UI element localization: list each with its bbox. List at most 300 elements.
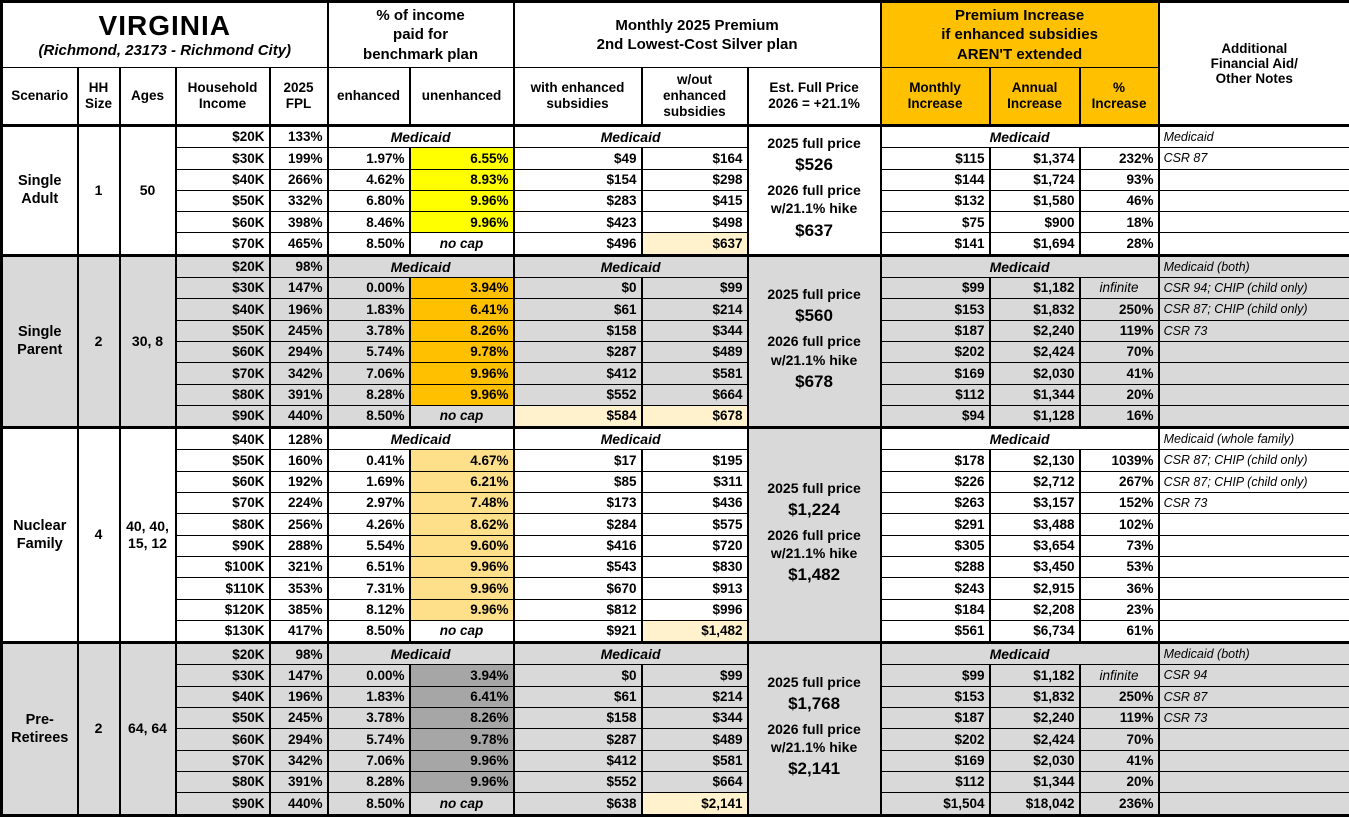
fpl-cell: 245% <box>270 708 328 729</box>
notes-cell <box>1159 405 1349 427</box>
without-subsidy-premium-cell: $298 <box>642 169 748 190</box>
monthly-increase-cell: $99 <box>881 665 990 686</box>
with-subsidy-premium-cell: $61 <box>514 299 642 320</box>
without-subsidy-premium-cell: $664 <box>642 771 748 792</box>
col-header-label: Monthly Increase <box>902 80 968 112</box>
col-header-label: Scenario <box>3 88 77 104</box>
enhanced-pct-cell: 3.78% <box>328 708 410 729</box>
enhanced-pct-cell: 7.06% <box>328 363 410 384</box>
monthly-increase-cell: $187 <box>881 708 990 729</box>
notes-cell <box>1159 793 1349 815</box>
monthly-increase-cell: $291 <box>881 514 990 535</box>
notes-cell <box>1159 363 1349 384</box>
annual-increase-cell: $1,344 <box>990 771 1080 792</box>
medicaid-merged-cell: Medicaid <box>881 428 1159 450</box>
col-header-label: 2025 FPL <box>271 80 327 112</box>
annual-increase-cell: $18,042 <box>990 793 1080 815</box>
notes-cell <box>1159 169 1349 190</box>
annual-increase-cell: $2,030 <box>990 750 1080 771</box>
col-header-label: Annual Increase <box>1004 80 1066 112</box>
table-row <box>2 320 1349 341</box>
with-subsidy-premium-cell: $61 <box>514 686 642 707</box>
unenhanced-pct-cell: 9.96% <box>410 750 514 771</box>
notes-cell <box>1159 233 1349 255</box>
notes-cell <box>1159 384 1349 405</box>
col-header-monthly-increase <box>881 68 990 126</box>
pct-increase-cell: 232% <box>1080 148 1159 169</box>
medicaid-merged-cell: Medicaid <box>514 428 748 450</box>
unenhanced-pct-cell: 9.96% <box>410 599 514 620</box>
income-cell: $70K <box>176 750 270 771</box>
pct-increase-cell: 119% <box>1080 320 1159 341</box>
monthly-increase-cell: $115 <box>881 148 990 169</box>
full-price-line: 2026 full price <box>749 181 880 199</box>
income-cell: $70K <box>176 233 270 255</box>
annual-increase-cell: $2,424 <box>990 729 1080 750</box>
with-subsidy-premium-cell: $0 <box>514 278 642 299</box>
notes-cell: CSR 94 <box>1159 665 1349 686</box>
with-subsidy-premium-cell: $423 <box>514 212 642 233</box>
hh-size-cell: 1 <box>78 126 120 256</box>
unenhanced-pct-cell: 6.41% <box>410 686 514 707</box>
without-subsidy-premium-cell: $913 <box>642 578 748 599</box>
fpl-cell: 98% <box>270 643 328 665</box>
income-cell: $100K <box>176 556 270 577</box>
header-line: AREN'T extended <box>882 45 1158 65</box>
annual-increase-cell: $1,128 <box>990 405 1080 427</box>
header-line: 2nd Lowest-Cost Silver plan <box>515 35 880 55</box>
col-header-enhanced <box>328 68 410 126</box>
notes-cell <box>1159 341 1349 362</box>
enhanced-pct-cell: 6.51% <box>328 556 410 577</box>
annual-increase-cell: $900 <box>990 212 1080 233</box>
unenhanced-pct-cell: 9.96% <box>410 212 514 233</box>
medicaid-merged-cell: Medicaid <box>328 126 514 148</box>
col-header-label: 2026 = +21.1% <box>762 96 866 112</box>
enhanced-pct-cell: 5.74% <box>328 729 410 750</box>
pct-increase-cell: 36% <box>1080 578 1159 599</box>
medicaid-merged-cell: Medicaid <box>328 428 514 450</box>
table-row <box>2 190 1349 211</box>
income-pct-group-header <box>328 2 514 68</box>
fpl-cell: 196% <box>270 686 328 707</box>
notes-cell: CSR 87; CHIP (child only) <box>1159 471 1349 492</box>
scenario-name: Single Parent <box>2 255 78 427</box>
pct-increase-cell: 18% <box>1080 212 1159 233</box>
with-subsidy-premium-cell: $0 <box>514 665 642 686</box>
full-price-line: 2025 full price <box>749 285 880 303</box>
table-row <box>2 363 1349 384</box>
medicaid-merged-cell: Medicaid <box>881 126 1159 148</box>
full-price-line: 2025 full price <box>749 134 880 152</box>
monthly-increase-cell: $184 <box>881 599 990 620</box>
with-subsidy-premium-cell: $287 <box>514 729 642 750</box>
monthly-increase-cell: $153 <box>881 299 990 320</box>
scenario-name: Single Adult <box>2 126 78 256</box>
fpl-cell: 98% <box>270 255 328 277</box>
annual-increase-cell: $1,374 <box>990 148 1080 169</box>
income-cell: $120K <box>176 599 270 620</box>
notes-cell <box>1159 729 1349 750</box>
col-header-scenario <box>2 68 78 126</box>
ages-cell: 40, 40, 15, 12 <box>120 428 176 643</box>
with-subsidy-premium-cell: $552 <box>514 384 642 405</box>
annual-increase-cell: $1,182 <box>990 665 1080 686</box>
with-subsidy-premium-cell: $412 <box>514 750 642 771</box>
income-cell: $20K <box>176 643 270 665</box>
table-body <box>2 126 1349 816</box>
monthly-increase-cell: $202 <box>881 341 990 362</box>
col-header-label: Ages <box>121 88 175 104</box>
pct-increase-cell: 46% <box>1080 190 1159 211</box>
notes-group-header <box>1159 2 1349 126</box>
monthly-increase-cell: $144 <box>881 169 990 190</box>
header-line: % of income <box>329 6 513 26</box>
fpl-cell: 256% <box>270 514 328 535</box>
col-header-pct-increase <box>1080 68 1159 126</box>
hh-size-cell: 4 <box>78 428 120 643</box>
income-cell: $20K <box>176 126 270 148</box>
pct-increase-cell: 70% <box>1080 729 1159 750</box>
table-row <box>2 450 1349 471</box>
without-subsidy-premium-cell: $415 <box>642 190 748 211</box>
medicaid-merged-cell: Medicaid <box>514 643 748 665</box>
pct-increase-cell: 53% <box>1080 556 1159 577</box>
ages-cell: 64, 64 <box>120 643 176 815</box>
notes-cell: CSR 73 <box>1159 320 1349 341</box>
annual-increase-cell: $2,424 <box>990 341 1080 362</box>
without-subsidy-premium-cell: $489 <box>642 341 748 362</box>
without-subsidy-premium-cell: $311 <box>642 471 748 492</box>
unenhanced-pct-cell: 8.26% <box>410 320 514 341</box>
full-price-line: $526 <box>749 154 880 177</box>
with-subsidy-premium-cell: $496 <box>514 233 642 255</box>
unenhanced-pct-cell: 7.48% <box>410 493 514 514</box>
notes-cell: CSR 73 <box>1159 708 1349 729</box>
medicaid-merged-cell: Medicaid <box>881 643 1159 665</box>
unenhanced-pct-cell: 9.96% <box>410 771 514 792</box>
table-row <box>2 750 1349 771</box>
fpl-cell: 398% <box>270 212 328 233</box>
full-price-line: $560 <box>749 305 880 328</box>
table-row <box>2 599 1349 620</box>
col-header-unenhanced <box>410 68 514 126</box>
col-header-label: with enhanced subsidies <box>515 80 641 112</box>
unenhanced-pct-cell: no cap <box>410 233 514 255</box>
income-cell: $80K <box>176 384 270 405</box>
monthly-increase-cell: $112 <box>881 771 990 792</box>
enhanced-pct-cell: 1.69% <box>328 471 410 492</box>
income-cell: $110K <box>176 578 270 599</box>
without-subsidy-premium-cell: $498 <box>642 212 748 233</box>
col-header-annual-increase <box>990 68 1080 126</box>
pct-increase-cell: 152% <box>1080 493 1159 514</box>
full-price-line: $678 <box>749 371 880 394</box>
pct-increase-cell: 41% <box>1080 363 1159 384</box>
without-subsidy-premium-cell: $720 <box>642 535 748 556</box>
annual-increase-cell: $2,240 <box>990 708 1080 729</box>
with-subsidy-premium-cell: $287 <box>514 341 642 362</box>
table-row <box>2 620 1349 642</box>
income-cell: $30K <box>176 278 270 299</box>
fpl-cell: 342% <box>270 363 328 384</box>
notes-cell: CSR 73 <box>1159 493 1349 514</box>
with-subsidy-premium-cell: $416 <box>514 535 642 556</box>
medicaid-merged-cell: Medicaid <box>881 255 1159 277</box>
table-row <box>2 384 1349 405</box>
unenhanced-pct-cell: 4.67% <box>410 450 514 471</box>
fpl-cell: 288% <box>270 535 328 556</box>
income-cell: $80K <box>176 771 270 792</box>
income-cell: $30K <box>176 665 270 686</box>
annual-increase-cell: $1,344 <box>990 384 1080 405</box>
table-row <box>2 729 1349 750</box>
fpl-cell: 224% <box>270 493 328 514</box>
fpl-cell: 196% <box>270 299 328 320</box>
col-header-label: w/out enhanced subsidies <box>659 72 731 121</box>
income-cell: $90K <box>176 405 270 427</box>
full-price-cell <box>748 643 881 815</box>
income-cell: $50K <box>176 450 270 471</box>
monthly-increase-cell: $202 <box>881 729 990 750</box>
full-price-line: $1,224 <box>749 499 880 522</box>
hh-size-cell: 2 <box>78 255 120 427</box>
col-header-label: enhanced <box>329 88 409 104</box>
notes-cell <box>1159 599 1349 620</box>
fpl-cell: 391% <box>270 771 328 792</box>
unenhanced-pct-cell: 9.96% <box>410 363 514 384</box>
income-cell: $30K <box>176 148 270 169</box>
fpl-cell: 391% <box>270 384 328 405</box>
enhanced-pct-cell: 8.28% <box>328 771 410 792</box>
notes-cell: Medicaid <box>1159 126 1349 148</box>
col-header-full-price <box>748 68 881 126</box>
table-row <box>2 233 1349 255</box>
header-line: Financial Aid/ <box>1160 56 1349 71</box>
pct-increase-cell: 119% <box>1080 708 1159 729</box>
table-row <box>2 471 1349 492</box>
fpl-cell: 128% <box>270 428 328 450</box>
fpl-cell: 417% <box>270 620 328 642</box>
without-subsidy-premium-cell: $2,141 <box>642 793 748 815</box>
notes-cell <box>1159 750 1349 771</box>
fpl-cell: 332% <box>270 190 328 211</box>
hh-size-cell: 2 <box>78 643 120 815</box>
fpl-cell: 147% <box>270 278 328 299</box>
unenhanced-pct-cell: 8.93% <box>410 169 514 190</box>
full-price-line: 2026 full price <box>749 526 880 544</box>
full-price-line: 2025 full price <box>749 479 880 497</box>
fpl-cell: 133% <box>270 126 328 148</box>
header-line: Other Notes <box>1160 71 1349 86</box>
full-price-line: 2026 full price <box>749 720 880 738</box>
monthly-increase-cell: $561 <box>881 620 990 642</box>
monthly-increase-cell: $288 <box>881 556 990 577</box>
col-header-income <box>176 68 270 126</box>
unenhanced-pct-cell: 6.21% <box>410 471 514 492</box>
unenhanced-pct-cell: 9.60% <box>410 535 514 556</box>
annual-increase-cell: $2,030 <box>990 363 1080 384</box>
table-row <box>2 771 1349 792</box>
pct-increase-cell: 61% <box>1080 620 1159 642</box>
full-price-line: $1,768 <box>749 693 880 716</box>
monthly-increase-cell: $169 <box>881 750 990 771</box>
table-row <box>2 255 1349 277</box>
pct-increase-cell: 102% <box>1080 514 1159 535</box>
notes-cell <box>1159 212 1349 233</box>
col-header-label: % Increase <box>1089 80 1149 112</box>
unenhanced-pct-cell: no cap <box>410 793 514 815</box>
header-line: if enhanced subsidies <box>882 25 1158 45</box>
pct-increase-cell: 41% <box>1080 750 1159 771</box>
col-header-hh-size <box>78 68 120 126</box>
without-subsidy-premium-cell: $164 <box>642 148 748 169</box>
income-cell: $60K <box>176 212 270 233</box>
without-subsidy-premium-cell: $996 <box>642 599 748 620</box>
page-subtitle: (Richmond, 23173 - Richmond City) <box>3 42 327 60</box>
fpl-cell: 353% <box>270 578 328 599</box>
header-line: benchmark plan <box>329 45 513 65</box>
unenhanced-pct-cell: 9.96% <box>410 578 514 599</box>
with-subsidy-premium-cell: $812 <box>514 599 642 620</box>
annual-increase-cell: $2,915 <box>990 578 1080 599</box>
monthly-increase-cell: $263 <box>881 493 990 514</box>
income-cell: $40K <box>176 299 270 320</box>
unenhanced-pct-cell: 9.96% <box>410 190 514 211</box>
without-subsidy-premium-cell: $344 <box>642 320 748 341</box>
with-subsidy-premium-cell: $638 <box>514 793 642 815</box>
notes-cell: CSR 87; CHIP (child only) <box>1159 450 1349 471</box>
enhanced-pct-cell: 0.00% <box>328 665 410 686</box>
enhanced-pct-cell: 7.06% <box>328 750 410 771</box>
unenhanced-pct-cell: 3.94% <box>410 665 514 686</box>
notes-cell: CSR 87; CHIP (child only) <box>1159 299 1349 320</box>
without-subsidy-premium-cell: $581 <box>642 750 748 771</box>
annual-increase-cell: $1,832 <box>990 686 1080 707</box>
without-subsidy-premium-cell: $830 <box>642 556 748 577</box>
full-price-cell <box>748 428 881 643</box>
without-subsidy-premium-cell: $99 <box>642 278 748 299</box>
enhanced-pct-cell: 1.97% <box>328 148 410 169</box>
table-row <box>2 169 1349 190</box>
pct-increase-cell: 23% <box>1080 599 1159 620</box>
without-subsidy-premium-cell: $678 <box>642 405 748 427</box>
fpl-cell: 160% <box>270 450 328 471</box>
annual-increase-cell: $1,832 <box>990 299 1080 320</box>
enhanced-pct-cell: 2.97% <box>328 493 410 514</box>
unenhanced-pct-cell: 3.94% <box>410 278 514 299</box>
income-cell: $90K <box>176 535 270 556</box>
increase-group-header <box>881 2 1159 68</box>
monthly-increase-cell: $305 <box>881 535 990 556</box>
enhanced-pct-cell: 8.12% <box>328 599 410 620</box>
monthly-increase-cell: $94 <box>881 405 990 427</box>
annual-increase-cell: $3,157 <box>990 493 1080 514</box>
medicaid-merged-cell: Medicaid <box>514 126 748 148</box>
scenario-name: Pre-Retirees <box>2 643 78 815</box>
pct-increase-cell: 250% <box>1080 686 1159 707</box>
pct-increase-cell: 267% <box>1080 471 1159 492</box>
header-line: Additional <box>1160 41 1349 56</box>
table-row <box>2 793 1349 815</box>
pct-increase-cell: 236% <box>1080 793 1159 815</box>
col-header-label: Household Income <box>177 80 269 112</box>
income-cell: $60K <box>176 729 270 750</box>
fpl-cell: 440% <box>270 793 328 815</box>
col-header-label: Est. Full Price <box>762 80 866 96</box>
table-row <box>2 665 1349 686</box>
enhanced-pct-cell: 0.41% <box>328 450 410 471</box>
monthly-increase-cell: $187 <box>881 320 990 341</box>
fpl-cell: 192% <box>270 471 328 492</box>
with-subsidy-premium-cell: $284 <box>514 514 642 535</box>
enhanced-pct-cell: 4.62% <box>328 169 410 190</box>
notes-cell <box>1159 771 1349 792</box>
title-block <box>2 2 328 68</box>
enhanced-pct-cell: 8.28% <box>328 384 410 405</box>
fpl-cell: 385% <box>270 599 328 620</box>
col-header-without-subsidies <box>642 68 748 126</box>
income-cell: $20K <box>176 255 270 277</box>
annual-increase-cell: $2,712 <box>990 471 1080 492</box>
annual-increase-cell: $1,580 <box>990 190 1080 211</box>
without-subsidy-premium-cell: $436 <box>642 493 748 514</box>
pct-increase-cell: 16% <box>1080 405 1159 427</box>
annual-increase-cell: $2,130 <box>990 450 1080 471</box>
unenhanced-pct-cell: 8.62% <box>410 514 514 535</box>
notes-cell <box>1159 535 1349 556</box>
table-row <box>2 212 1349 233</box>
without-subsidy-premium-cell: $214 <box>642 299 748 320</box>
full-price-line: $637 <box>749 220 880 243</box>
income-cell: $40K <box>176 169 270 190</box>
monthly-increase-cell: $75 <box>881 212 990 233</box>
full-price-line: 2026 full price <box>749 332 880 350</box>
fpl-cell: 294% <box>270 729 328 750</box>
monthly-increase-cell: $243 <box>881 578 990 599</box>
col-header-label: unenhanced <box>411 88 513 104</box>
monthly-increase-cell: $169 <box>881 363 990 384</box>
without-subsidy-premium-cell: $637 <box>642 233 748 255</box>
col-header-with-subsidies <box>514 68 642 126</box>
with-subsidy-premium-cell: $49 <box>514 148 642 169</box>
annual-increase-cell: $2,240 <box>990 320 1080 341</box>
without-subsidy-premium-cell: $195 <box>642 450 748 471</box>
ages-cell: 30, 8 <box>120 255 176 427</box>
with-subsidy-premium-cell: $412 <box>514 363 642 384</box>
unenhanced-pct-cell: 8.26% <box>410 708 514 729</box>
table-row <box>2 493 1349 514</box>
fpl-cell: 440% <box>270 405 328 427</box>
income-cell: $50K <box>176 190 270 211</box>
table-row <box>2 556 1349 577</box>
table-row <box>2 126 1349 148</box>
enhanced-pct-cell: 8.50% <box>328 405 410 427</box>
header-line: Monthly 2025 Premium <box>515 16 880 36</box>
page-title: VIRGINIA <box>3 10 327 42</box>
full-price-line: $2,141 <box>749 758 880 781</box>
enhanced-pct-cell: 8.46% <box>328 212 410 233</box>
enhanced-pct-cell: 8.50% <box>328 620 410 642</box>
enhanced-pct-cell: 5.74% <box>328 341 410 362</box>
col-header-label: HH Size <box>79 80 119 112</box>
without-subsidy-premium-cell: $1,482 <box>642 620 748 642</box>
medicaid-merged-cell: Medicaid <box>328 255 514 277</box>
pct-increase-cell: 70% <box>1080 341 1159 362</box>
table-row <box>2 299 1349 320</box>
medicaid-merged-cell: Medicaid <box>328 643 514 665</box>
ages-cell: 50 <box>120 126 176 256</box>
